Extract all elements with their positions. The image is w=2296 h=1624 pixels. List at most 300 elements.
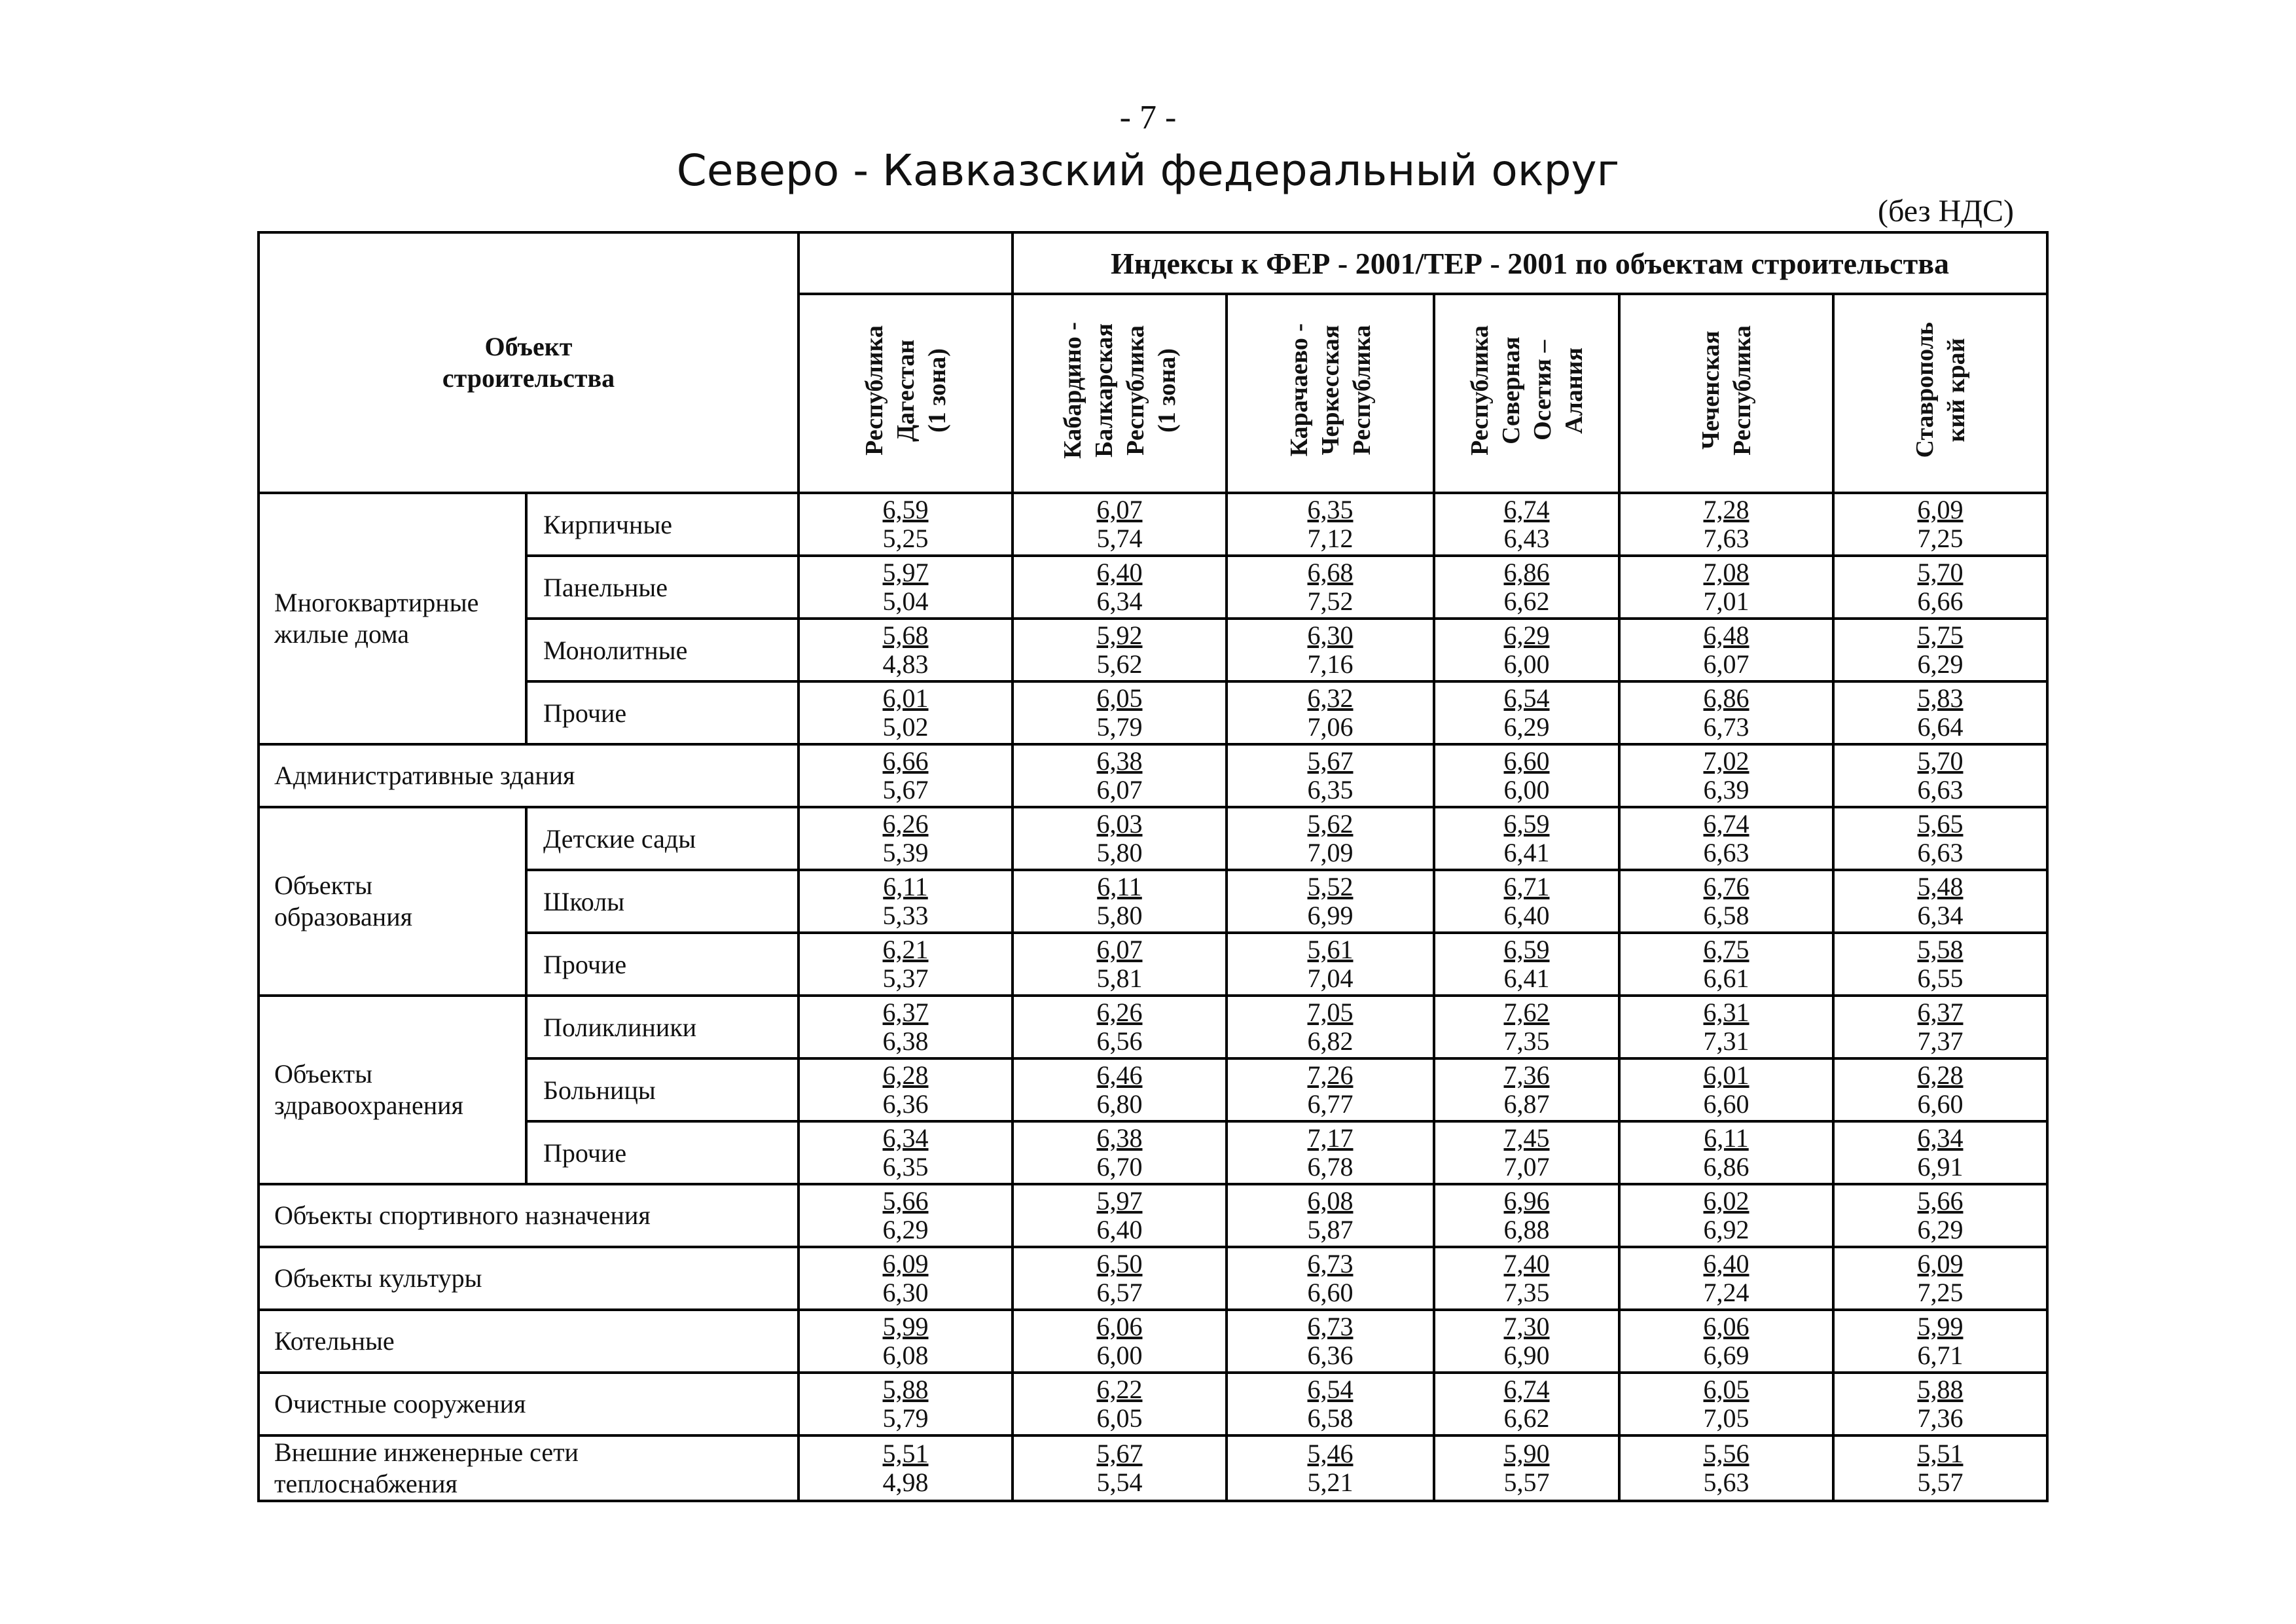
index-value-cell: [1619, 744, 1833, 807]
ter-index-value: 7,16: [1307, 649, 1354, 679]
fer-index-value: 7,02: [1703, 746, 1749, 776]
region-header: [1619, 294, 1833, 493]
region-header-label: Республика Дагестан (1 зона): [860, 325, 951, 456]
ter-index-value: 6,63: [1917, 838, 1964, 867]
index-value-cell: [1619, 1058, 1833, 1121]
page-number: - 7 -: [1119, 99, 1177, 136]
index-value-cell: [1227, 619, 1434, 681]
subcategory-label: Прочие: [526, 681, 798, 744]
category-label: Объекты спортивного назначения: [259, 1184, 798, 1247]
fer-index-value: 5,66: [1917, 1186, 1964, 1216]
ter-index-value: 6,00: [1503, 649, 1550, 679]
ter-index-value: 5,57: [1917, 1468, 1964, 1497]
index-value-cell: [1227, 1373, 1434, 1435]
index-value-cell: [798, 1184, 1013, 1247]
subcategory-label: Прочие: [526, 1121, 798, 1184]
fer-index-value: 6,03: [1096, 809, 1143, 839]
index-value-cell: [1013, 1310, 1227, 1373]
region-header: [1227, 294, 1434, 493]
index-value-cell: [1013, 1247, 1227, 1310]
ter-index-value: 6,35: [882, 1152, 929, 1182]
index-value-cell: [798, 681, 1013, 744]
fer-index-value: 6,73: [1307, 1312, 1354, 1341]
ter-index-value: 6,70: [1096, 1152, 1143, 1182]
index-value-cell: [1227, 1435, 1434, 1501]
fer-index-value: 6,50: [1096, 1249, 1143, 1278]
fer-index-value: 6,59: [1503, 809, 1550, 839]
index-value-cell: [1833, 744, 2047, 807]
indices-header: Индексы к ФЕР - 2001/ТЕР - 2001 по объектам строительства: [1013, 232, 2047, 294]
subcategory-label: Прочие: [526, 933, 798, 996]
ter-index-value: 6,43: [1503, 524, 1550, 553]
fer-index-value: 6,01: [1703, 1060, 1749, 1090]
region-header: [1013, 294, 1227, 493]
vat-note: (без НДС): [1877, 194, 2014, 228]
ter-index-value: 7,12: [1307, 524, 1354, 553]
ter-index-value: 7,37: [1917, 1026, 1964, 1056]
ter-index-value: 6,80: [1096, 1089, 1143, 1119]
index-value-cell: [1434, 1310, 1619, 1373]
index-value-cell: [798, 807, 1013, 870]
subcategory-label: Детские сады: [526, 807, 798, 870]
ter-index-value: 6,36: [1307, 1341, 1354, 1370]
fer-index-value: 5,58: [1917, 935, 1964, 964]
fer-index-value: 6,40: [1703, 1249, 1749, 1278]
fer-index-value: 6,07: [1096, 495, 1143, 524]
fer-index-value: 6,86: [1503, 558, 1550, 587]
ter-index-value: 6,60: [1307, 1278, 1354, 1307]
ter-index-value: 6,29: [1917, 1215, 1964, 1244]
ter-index-value: 6,61: [1703, 964, 1749, 993]
index-value-cell: [1227, 1058, 1434, 1121]
index-value-cell: [1833, 619, 2047, 681]
subcategory-label: Поликлиники: [526, 996, 798, 1058]
fer-index-value: 6,06: [1703, 1312, 1749, 1341]
ter-index-value: 6,63: [1917, 775, 1964, 804]
index-value-cell: [1227, 493, 1434, 556]
ter-index-value: 6,41: [1503, 838, 1550, 867]
ter-index-value: 6,38: [882, 1026, 929, 1056]
fer-index-value: 6,26: [882, 809, 929, 839]
index-value-cell: [1227, 744, 1434, 807]
ter-index-value: 5,21: [1307, 1468, 1354, 1497]
ter-index-value: 4,98: [882, 1468, 929, 1497]
index-value-cell: [1013, 996, 1227, 1058]
ter-index-value: 6,99: [1307, 901, 1354, 930]
ter-index-value: 7,36: [1917, 1403, 1964, 1433]
fer-index-value: 6,38: [1096, 1123, 1143, 1153]
index-value-cell: [1833, 996, 2047, 1058]
ter-index-value: 6,55: [1917, 964, 1964, 993]
ter-index-value: 6,90: [1503, 1341, 1550, 1370]
index-value-cell: [1013, 1058, 1227, 1121]
ter-index-value: 6,56: [1096, 1026, 1143, 1056]
ter-index-value: 5,54: [1096, 1468, 1143, 1497]
fer-index-value: 5,61: [1307, 935, 1354, 964]
table-body: [259, 493, 2047, 1501]
index-value-cell: [1434, 556, 1619, 619]
fer-index-value: 5,88: [1917, 1375, 1964, 1404]
fer-index-value: 6,48: [1703, 621, 1749, 650]
ter-index-value: 6,78: [1307, 1152, 1354, 1182]
index-value-cell: [1227, 1247, 1434, 1310]
fer-index-value: 6,30: [1307, 621, 1354, 650]
fer-index-value: 6,21: [882, 935, 929, 964]
index-value-cell: [1434, 933, 1619, 996]
fer-index-value: 6,86: [1703, 683, 1749, 713]
fer-index-value: 7,45: [1503, 1123, 1550, 1153]
ter-index-value: 7,25: [1917, 1278, 1964, 1307]
fer-index-value: 6,76: [1703, 872, 1749, 901]
ter-index-value: 7,52: [1307, 586, 1354, 616]
index-value-cell: [1227, 996, 1434, 1058]
ter-index-value: 5,25: [882, 524, 929, 553]
index-value-cell: [798, 493, 1013, 556]
fer-index-value: 5,92: [1096, 621, 1143, 650]
fer-index-value: 6,71: [1503, 872, 1550, 901]
region-header-label: Карачаево - Черкесская Республика: [1285, 323, 1376, 457]
region-header: [1833, 294, 2047, 493]
table-row: [259, 556, 2047, 619]
subcategory-label: Монолитные: [526, 619, 798, 681]
fer-index-value: 5,97: [1096, 1186, 1143, 1216]
fer-index-value: 5,70: [1917, 558, 1964, 587]
index-value-cell: [1434, 1435, 1619, 1501]
index-value-cell: [798, 1310, 1013, 1373]
ter-index-value: 7,07: [1503, 1152, 1550, 1182]
ter-index-value: 6,71: [1917, 1341, 1964, 1370]
fer-index-value: 6,08: [1307, 1186, 1354, 1216]
fer-index-value: 6,34: [882, 1123, 929, 1153]
fer-index-value: 5,66: [882, 1186, 929, 1216]
fer-index-value: 6,74: [1503, 495, 1550, 524]
index-value-cell: [798, 870, 1013, 933]
fer-index-value: 5,99: [1917, 1312, 1964, 1341]
fer-index-value: 6,22: [1096, 1375, 1143, 1404]
fer-index-value: 5,68: [882, 621, 929, 650]
index-value-cell: [1013, 1435, 1227, 1501]
fer-index-value: 6,28: [1917, 1060, 1964, 1090]
index-value-cell: [1013, 807, 1227, 870]
ter-index-value: 6,58: [1307, 1403, 1354, 1433]
index-value-cell: [1013, 493, 1227, 556]
ter-index-value: 5,04: [882, 586, 929, 616]
ter-index-value: 6,40: [1503, 901, 1550, 930]
index-value-cell: [1013, 1121, 1227, 1184]
fer-index-value: 6,73: [1307, 1249, 1354, 1278]
index-value-cell: [1619, 681, 1833, 744]
fer-index-value: 6,11: [883, 872, 928, 901]
ter-index-value: 5,80: [1096, 838, 1143, 867]
index-value-cell: [1013, 619, 1227, 681]
ter-index-value: 7,63: [1703, 524, 1749, 553]
fer-index-value: 6,96: [1503, 1186, 1550, 1216]
ter-index-value: 6,62: [1503, 586, 1550, 616]
category-label: Административные здания: [259, 744, 798, 807]
ter-index-value: 7,35: [1503, 1278, 1550, 1307]
object-header-label: Объект строительства: [442, 332, 615, 393]
fer-index-value: 5,56: [1703, 1439, 1749, 1468]
index-value-cell: [1833, 1435, 2047, 1501]
index-value-cell: [1833, 493, 2047, 556]
ter-index-value: 7,04: [1307, 964, 1354, 993]
table-row: [259, 681, 2047, 744]
table-row: [259, 744, 2047, 807]
table-row: [259, 1373, 2047, 1435]
index-value-cell: [798, 1373, 1013, 1435]
fer-index-value: 6,74: [1703, 809, 1749, 839]
fer-index-value: 6,01: [882, 683, 929, 713]
ter-index-value: 6,60: [1917, 1089, 1964, 1119]
fer-index-value: 6,09: [882, 1249, 929, 1278]
table-row: [259, 493, 2047, 556]
index-value-cell: [1434, 681, 1619, 744]
index-value-cell: [1013, 681, 1227, 744]
index-value-cell: [1619, 619, 1833, 681]
index-value-cell: [1833, 681, 2047, 744]
index-value-cell: [1833, 1247, 2047, 1310]
ter-index-value: 6,29: [882, 1215, 929, 1244]
index-value-cell: [798, 619, 1013, 681]
ter-index-value: 6,07: [1703, 649, 1749, 679]
fer-index-value: 6,46: [1096, 1060, 1143, 1090]
ter-index-value: 6,29: [1917, 649, 1964, 679]
index-value-cell: [1833, 807, 2047, 870]
fer-index-value: 6,74: [1503, 1375, 1550, 1404]
index-value-cell: [1434, 744, 1619, 807]
fer-index-value: 7,17: [1307, 1123, 1354, 1153]
index-value-cell: [1619, 1121, 1833, 1184]
index-value-cell: [1833, 1058, 2047, 1121]
ter-index-value: 7,05: [1703, 1403, 1749, 1433]
ter-index-value: 6,36: [882, 1089, 929, 1119]
ter-index-value: 6,69: [1703, 1341, 1749, 1370]
fer-index-value: 5,67: [1096, 1439, 1143, 1468]
index-table: [257, 231, 2049, 1502]
fer-index-value: 6,31: [1703, 998, 1749, 1027]
fer-index-value: 6,09: [1917, 495, 1964, 524]
ter-index-value: 6,29: [1503, 712, 1550, 742]
ter-index-value: 5,57: [1503, 1468, 1550, 1497]
ter-index-value: 5,02: [882, 712, 929, 742]
ter-index-value: 6,60: [1703, 1089, 1749, 1119]
category-label: Объекты образования: [259, 807, 526, 996]
ter-index-value: 5,74: [1096, 524, 1143, 553]
fer-index-value: 6,26: [1096, 998, 1143, 1027]
object-column-header: [259, 232, 798, 493]
ter-index-value: 6,34: [1917, 901, 1964, 930]
index-value-cell: [1619, 1435, 1833, 1501]
fer-index-value: 6,66: [882, 746, 929, 776]
region-header: [1434, 294, 1619, 493]
ter-index-value: 5,37: [882, 964, 929, 993]
fer-index-value: 6,40: [1096, 558, 1143, 587]
index-value-cell: [1434, 493, 1619, 556]
index-value-cell: [1619, 1247, 1833, 1310]
category-label: Объекты здравоохранения: [259, 996, 526, 1184]
index-value-cell: [1013, 870, 1227, 933]
fer-index-value: 6,59: [882, 495, 929, 524]
fer-index-value: 5,99: [882, 1312, 929, 1341]
fer-index-value: 5,52: [1307, 872, 1354, 901]
ter-index-value: 6,73: [1703, 712, 1749, 742]
fer-index-value: 7,40: [1503, 1249, 1550, 1278]
fer-index-value: 5,48: [1917, 872, 1964, 901]
fer-index-value: 5,83: [1917, 683, 1964, 713]
fer-index-value: 6,37: [882, 998, 929, 1027]
ter-index-value: 5,79: [882, 1403, 929, 1433]
fer-index-value: 6,07: [1096, 935, 1143, 964]
region-header-label: Кабардино - Балкарская Республика (1 зона): [1058, 321, 1181, 459]
index-value-cell: [1833, 1373, 2047, 1435]
fer-index-value: 6,34: [1917, 1123, 1964, 1153]
ter-index-value: 7,35: [1503, 1026, 1550, 1056]
ter-index-value: 5,63: [1703, 1468, 1749, 1497]
index-value-cell: [1227, 870, 1434, 933]
fer-index-value: 7,05: [1307, 998, 1354, 1027]
index-value-cell: [1434, 1373, 1619, 1435]
index-value-cell: [798, 744, 1013, 807]
index-value-cell: [1013, 1184, 1227, 1247]
fer-index-value: 7,26: [1307, 1060, 1354, 1090]
ter-index-value: 6,64: [1917, 712, 1964, 742]
index-value-cell: [1833, 556, 2047, 619]
ter-index-value: 5,81: [1096, 964, 1143, 993]
index-value-cell: [1833, 870, 2047, 933]
ter-index-value: 5,33: [882, 901, 929, 930]
table-row: [259, 870, 2047, 933]
index-value-cell: [1227, 1184, 1434, 1247]
ter-index-value: 6,87: [1503, 1089, 1550, 1119]
ter-index-value: 7,01: [1703, 586, 1749, 616]
fer-index-value: 5,88: [882, 1375, 929, 1404]
region-header-label: Ставрополь кий край: [1910, 322, 1970, 458]
index-value-cell: [1013, 1373, 1227, 1435]
index-value-cell: [798, 1058, 1013, 1121]
index-value-cell: [1434, 1121, 1619, 1184]
index-value-cell: [1227, 807, 1434, 870]
index-value-cell: [1619, 807, 1833, 870]
ter-index-value: 7,25: [1917, 524, 1964, 553]
ter-index-value: 6,58: [1703, 901, 1749, 930]
subcategory-label: Кирпичные: [526, 493, 798, 556]
category-label: Котельные: [259, 1310, 798, 1373]
index-value-cell: [1434, 1058, 1619, 1121]
index-value-cell: [1619, 933, 1833, 996]
index-value-cell: [798, 996, 1013, 1058]
ter-index-value: 7,24: [1703, 1278, 1749, 1307]
index-value-cell: [1619, 1373, 1833, 1435]
ter-index-value: 6,62: [1503, 1403, 1550, 1433]
page-title: Северо - Кавказский федеральный округ: [676, 145, 1620, 196]
ter-index-value: 6,57: [1096, 1278, 1143, 1307]
ter-index-value: 6,34: [1096, 586, 1143, 616]
index-value-cell: [1619, 556, 1833, 619]
category-label: Внешние инженерные сети теплоснабжения: [259, 1435, 798, 1501]
fer-index-value: 5,51: [1917, 1439, 1964, 1468]
table-row: [259, 619, 2047, 681]
fer-index-value: 6,02: [1703, 1186, 1749, 1216]
fer-index-value: 5,65: [1917, 809, 1964, 839]
ter-index-value: 5,67: [882, 775, 929, 804]
fer-index-value: 6,06: [1096, 1312, 1143, 1341]
index-value-cell: [1619, 1310, 1833, 1373]
ter-index-value: 6,30: [882, 1278, 929, 1307]
fer-index-value: 6,37: [1917, 998, 1964, 1027]
index-value-cell: [1227, 681, 1434, 744]
fer-index-value: 6,32: [1307, 683, 1354, 713]
fer-index-value: 6,09: [1917, 1249, 1964, 1278]
ter-index-value: 7,09: [1307, 838, 1354, 867]
ter-index-value: 6,63: [1703, 838, 1749, 867]
index-value-cell: [1013, 933, 1227, 996]
fer-index-value: 6,05: [1703, 1375, 1749, 1404]
fer-index-value: 7,28: [1703, 495, 1749, 524]
fer-index-value: 5,67: [1307, 746, 1354, 776]
fer-index-value: 7,30: [1503, 1312, 1550, 1341]
ter-index-value: 6,77: [1307, 1089, 1354, 1119]
table-row: [259, 996, 2047, 1058]
ter-index-value: 6,39: [1703, 775, 1749, 804]
ter-index-value: 6,92: [1703, 1215, 1749, 1244]
index-value-cell: [798, 1121, 1013, 1184]
fer-index-value: 6,29: [1503, 621, 1550, 650]
index-value-cell: [1434, 619, 1619, 681]
index-value-cell: [1833, 1310, 2047, 1373]
region-header-label: Республика Северная Осетия – Алания: [1465, 325, 1588, 456]
ter-index-value: 6,91: [1917, 1152, 1964, 1182]
index-value-cell: [1227, 933, 1434, 996]
fer-index-value: 6,54: [1503, 683, 1550, 713]
table-row: [259, 933, 2047, 996]
fer-index-value: 7,36: [1503, 1060, 1550, 1090]
index-value-cell: [798, 556, 1013, 619]
fer-index-value: 6,35: [1307, 495, 1354, 524]
category-label: Очистные сооружения: [259, 1373, 798, 1435]
fer-index-value: 6,11: [1704, 1123, 1749, 1153]
ter-index-value: 6,66: [1917, 586, 1964, 616]
fer-index-value: 7,62: [1503, 998, 1550, 1027]
blank-header-cell: [798, 232, 1013, 294]
fer-index-value: 5,62: [1307, 809, 1354, 839]
subcategory-label: Больницы: [526, 1058, 798, 1121]
ter-index-value: 6,40: [1096, 1215, 1143, 1244]
index-value-cell: [798, 933, 1013, 996]
fer-index-value: 6,75: [1703, 935, 1749, 964]
fer-index-value: 6,68: [1307, 558, 1354, 587]
ter-index-value: 6,35: [1307, 775, 1354, 804]
fer-index-value: 5,51: [882, 1439, 929, 1468]
ter-index-value: 4,83: [882, 649, 929, 679]
fer-index-value: 6,11: [1097, 872, 1142, 901]
subcategory-label: Школы: [526, 870, 798, 933]
ter-index-value: 6,07: [1096, 775, 1143, 804]
index-value-cell: [1619, 996, 1833, 1058]
index-value-cell: [1227, 1121, 1434, 1184]
category-label: Объекты культуры: [259, 1247, 798, 1310]
ter-index-value: 6,05: [1096, 1403, 1143, 1433]
fer-index-value: 6,59: [1503, 935, 1550, 964]
index-value-cell: [1619, 870, 1833, 933]
table-row: [259, 1247, 2047, 1310]
fer-index-value: 5,75: [1917, 621, 1964, 650]
ter-index-value: 6,88: [1503, 1215, 1550, 1244]
ter-index-value: 6,08: [882, 1341, 929, 1370]
index-value-cell: [1434, 996, 1619, 1058]
fer-index-value: 6,60: [1503, 746, 1550, 776]
region-header-label: Чеченская Республика: [1696, 325, 1756, 456]
index-value-cell: [1434, 1247, 1619, 1310]
